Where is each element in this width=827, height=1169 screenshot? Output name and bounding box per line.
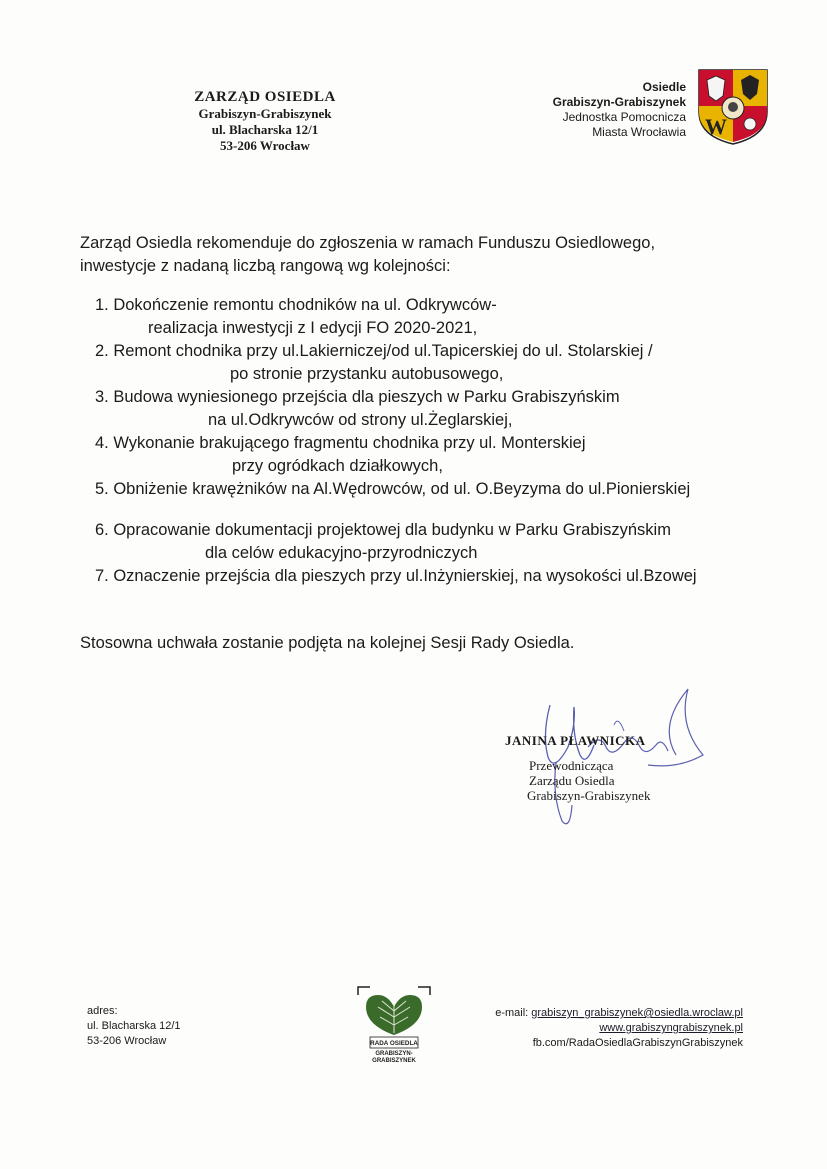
email-label: e-mail: <box>495 1007 532 1019</box>
council-logo-icon <box>356 985 432 1065</box>
signatory-board: Zarządu Osiedla <box>529 773 615 788</box>
signature-block <box>505 733 705 803</box>
address-street: ul. Blacharska 12/1 <box>87 1020 181 1032</box>
email-link[interactable]: grabiszyn_grabiszynek@osiedla.wroclaw.pl <box>531 1007 743 1019</box>
closing-sentence: Stosowna uchwała zostanie podjęta na kolejnej Sesji Rady Osiedla. <box>80 634 575 652</box>
logo-text-line: RADA OSIEDLA <box>370 1040 418 1047</box>
district-unit: Jednostka Pomocnicza <box>562 110 686 124</box>
investment-list <box>80 294 760 588</box>
list-item <box>80 340 760 386</box>
sender-district: Grabiszyn-Grabiszynek <box>198 106 332 121</box>
list-item <box>80 519 760 565</box>
address-label: adres: <box>87 1005 118 1017</box>
item-text: 2. Remont chodnika przy ul.Lakierniczej/od ul.Tapicerskiej do ul. Stolarskiej / <box>95 342 653 360</box>
item-text: 5. Obniżenie krawężników na Al.Wędrowców, od ul. O.Beyzyma do ul.Pionierskiej <box>95 480 691 498</box>
district-label: Osiedle <box>642 80 686 94</box>
item-text: 3. Budowa wyniesionego przejścia dla pieszych w Parku Grabiszyńskim <box>95 388 620 406</box>
address-city: 53-206 Wrocław <box>87 1035 167 1047</box>
list-item <box>80 565 760 588</box>
list-item <box>80 432 760 478</box>
intro-line: Zarząd Osiedla rekomenduje do zgłoszenia w ramach Funduszu Osiedlowego, <box>80 234 656 252</box>
sender-header <box>170 88 360 154</box>
item-text: 6. Opracowanie dokumentacji projektowej dla budynku w Parku Grabiszyńskim <box>95 521 671 539</box>
email-line <box>495 1006 743 1021</box>
item-continuation: po stronie przystanku autobusowego, <box>230 365 504 383</box>
sender-city: 53-206 Wrocław <box>220 138 310 153</box>
footer-contact <box>495 1006 743 1051</box>
sender-street: ul. Blacharska 12/1 <box>211 122 319 137</box>
list-spacer <box>80 501 760 519</box>
wroclaw-crest-icon <box>697 68 769 146</box>
list-item <box>80 478 760 501</box>
item-continuation: realizacja inwestycji z I edycji FO 2020-2021, <box>148 319 478 337</box>
signatory-name: JANINA PŁAWNICKA <box>505 733 646 748</box>
signatory-district: Grabiszyn-Grabiszynek <box>527 788 651 803</box>
district-name: Grabiszyn-Grabiszynek <box>552 95 686 109</box>
list-item <box>80 294 760 340</box>
item-text: 1. Dokończenie remontu chodników na ul. Odkrywców- <box>95 296 497 314</box>
logo-text-line: GRABISZYN- <box>375 1051 413 1057</box>
letter-body <box>80 232 760 655</box>
item-continuation: przy ogródkach działkowych, <box>232 457 443 475</box>
item-continuation: na ul.Odkrywców od strony ul.Żeglarskiej, <box>208 411 513 429</box>
district-header <box>520 80 686 140</box>
svg-text:W: W <box>705 114 727 139</box>
list-item <box>80 386 760 432</box>
item-continuation: dla celów edukacyjno-przyrodniczych <box>205 544 478 562</box>
sender-title: ZARZĄD OSIEDLA <box>194 89 336 105</box>
logo-text-line: GRABISZYNEK <box>372 1058 416 1064</box>
facebook-link[interactable]: fb.com/RadaOsiedlaGrabiszynGrabiszynek <box>532 1037 743 1049</box>
signatory-role: Przewodnicząca <box>529 758 614 773</box>
item-text: 4. Wykonanie brakującego fragmentu chodnika przy ul. Monterskiej <box>95 434 586 452</box>
letter-intro <box>80 232 760 278</box>
intro-line: inwestycje z nadaną liczbą rangową wg kolejności: <box>80 257 451 275</box>
footer-address <box>87 1004 181 1049</box>
item-text: 7. Oznaczenie przejścia dla pieszych przy ul.Inżynierskiej, na wysokości ul.Bzowej <box>95 567 697 585</box>
district-city: Miasta Wrocławia <box>592 125 686 139</box>
website-link[interactable]: www.grabiszyngrabiszynek.pl <box>599 1022 743 1034</box>
